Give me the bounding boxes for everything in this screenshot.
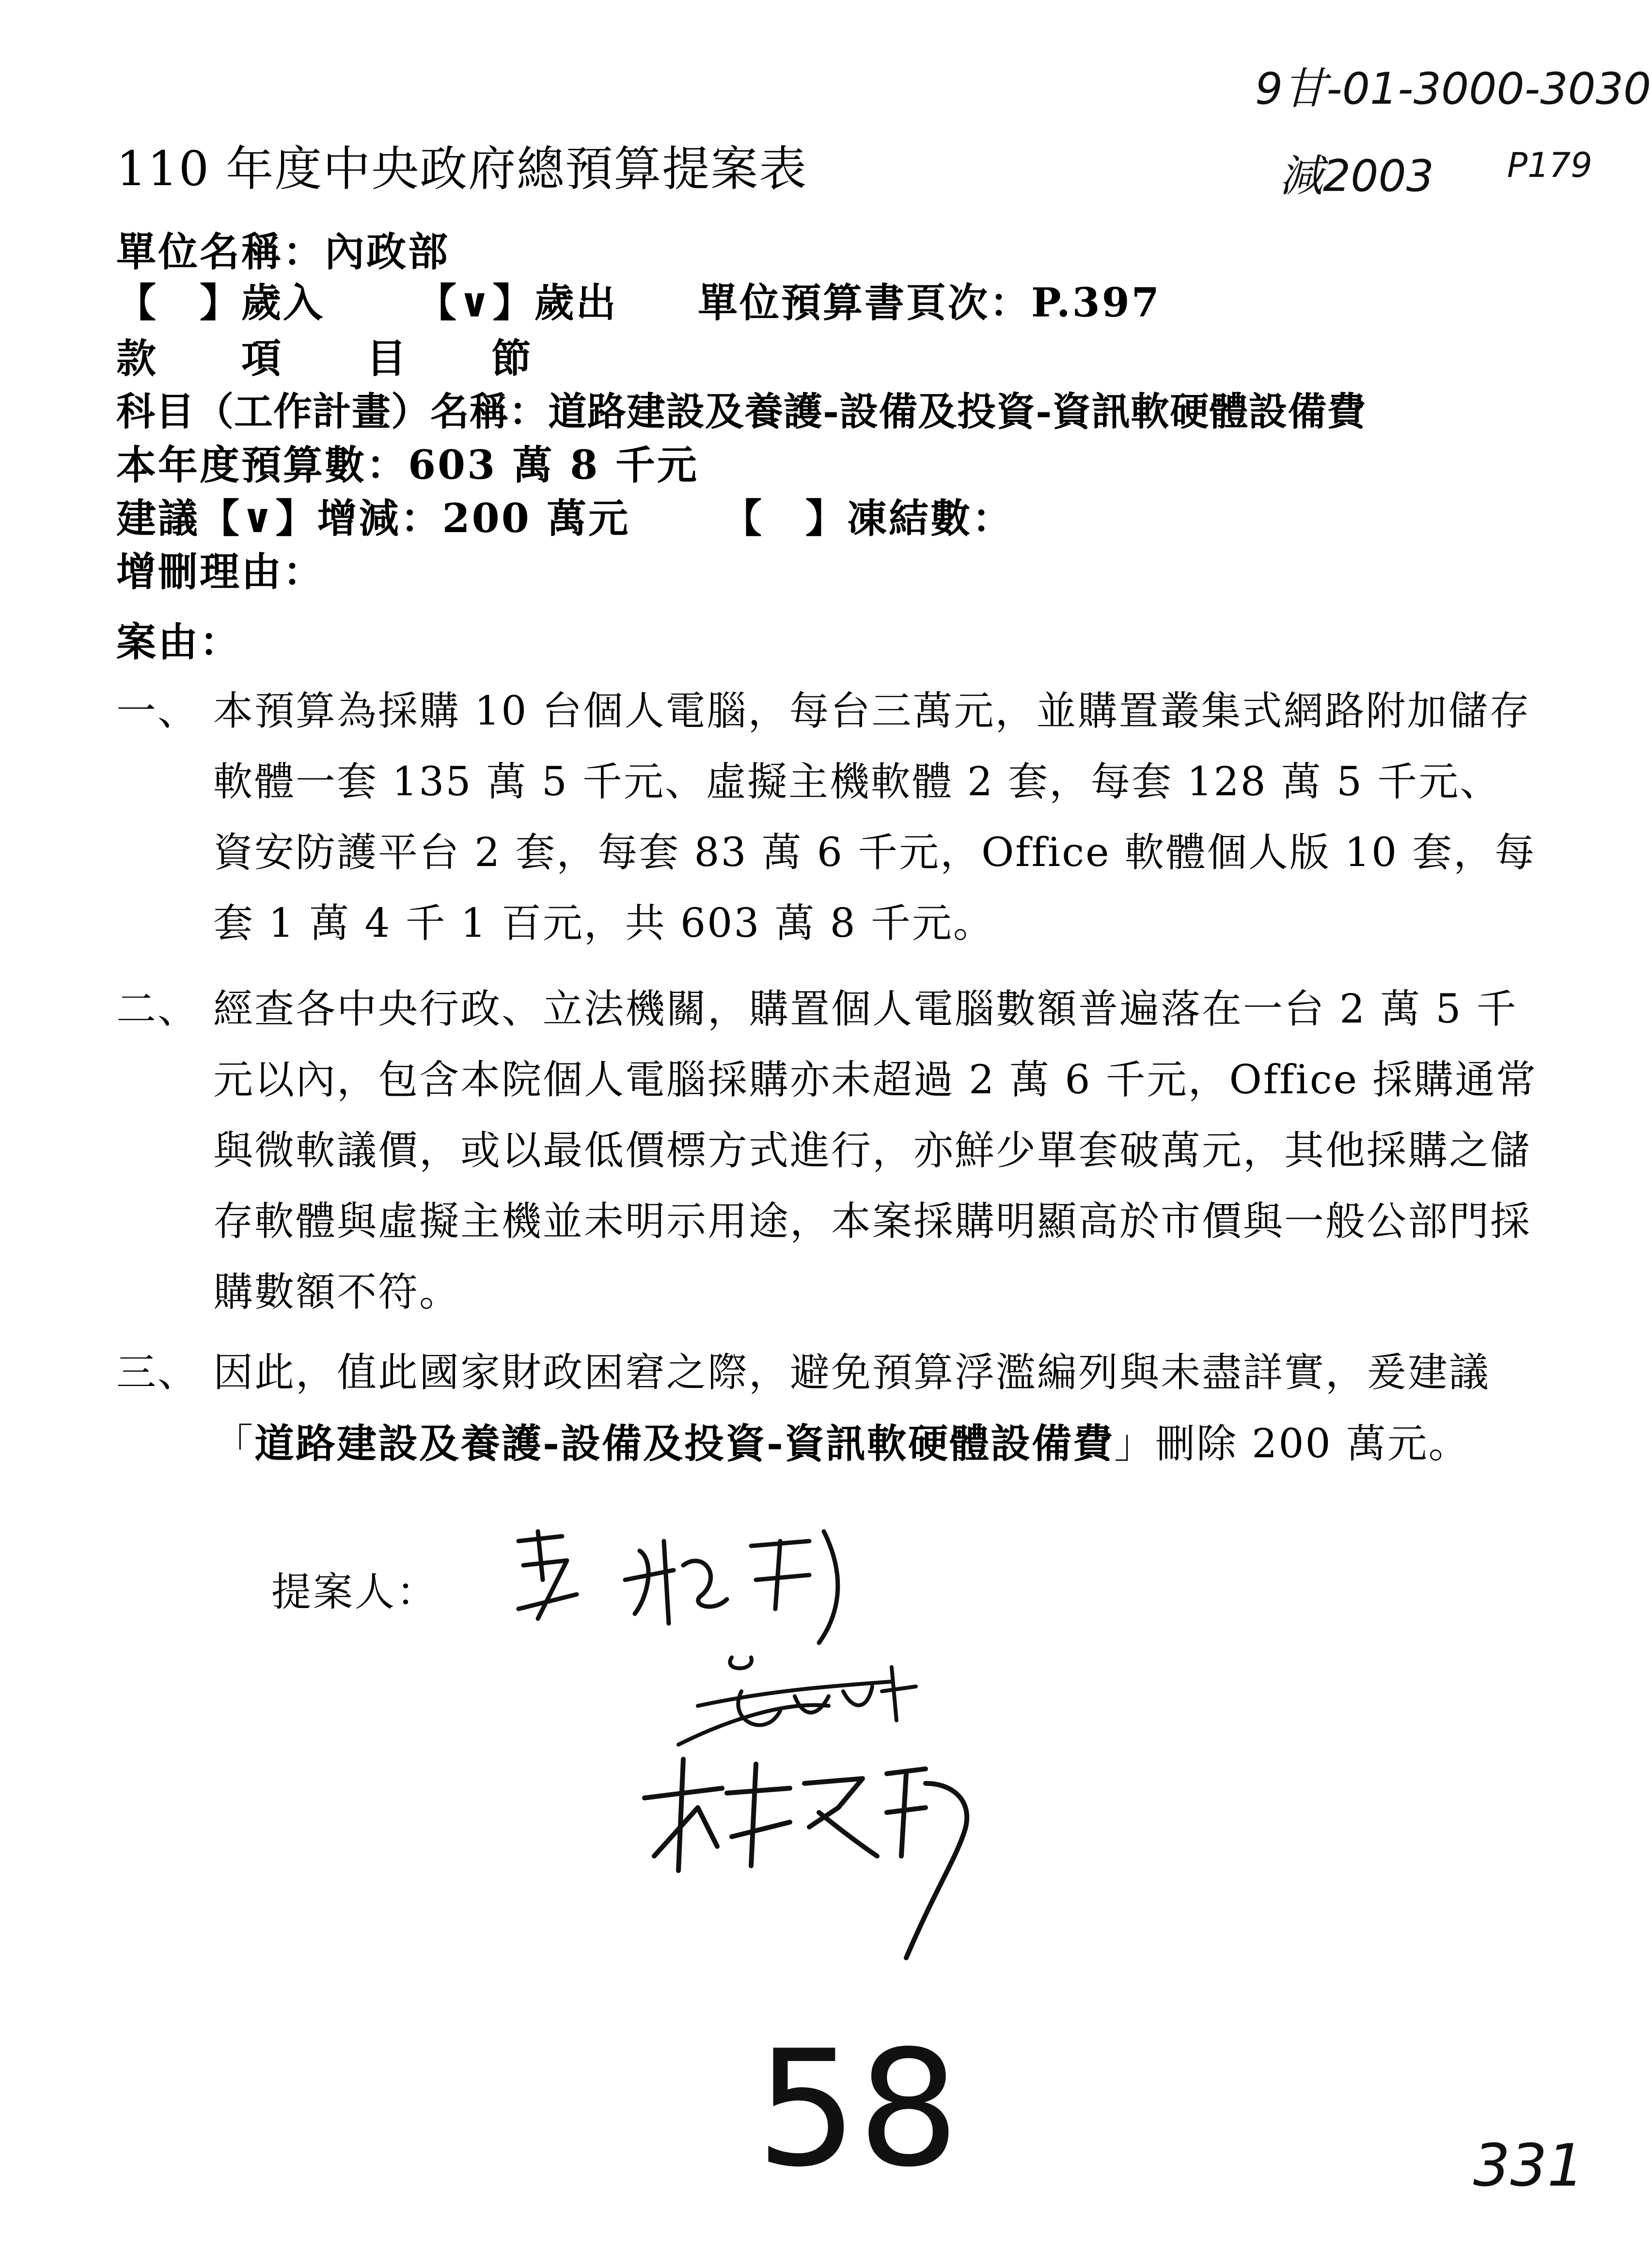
item-text: 經查各中央行政、立法機關，購置個人電腦數額普遍落在一台 2 萬 5 千元以內，包含本院個人電腦採購亦未超過 2 萬 6 千元，Office 採購通常與微軟議價，或以最低價標方式進行，亦鮮少單套破萬元，其他採購之儲存軟體與虛擬主機並未明示用途，本案採購明顯高於市價與一般公部門採購數額不符。 [213,986,1538,1315]
document-title: 110 年度中央政府總預算提案表 [116,142,808,197]
item-text-post: 」刪除 200 萬元。 [1114,1421,1470,1467]
corner-number: 331 [1473,2132,1585,2200]
annotation-page-ref: P179 [1507,145,1592,185]
category-row: 款 項 目 節 [116,335,534,382]
case-item-2 [116,974,1551,1333]
revenue-checkbox: 【 】歲入 [116,280,325,326]
proposal-amount: 建議【∨】增減：200 萬元 [116,495,630,542]
item-text-subject: 道路建設及養護-設備及投資-資訊軟硬體設備費 [254,1420,1115,1467]
annotation-reduction: 減2003 [1279,151,1434,202]
item-number: 二、 [116,986,199,1032]
frozen-amount: 【 】凍結數： [722,495,1014,542]
current-budget: 本年度預算數：603 萬 8 千元 [116,442,699,488]
signature-1 [509,1522,858,1648]
page-number: 58 [756,2016,959,2202]
case-label: 案由： [116,619,242,665]
item-text: 本預算為採購 10 台個人電腦，每台三萬元，並購置叢集式網路附加儲存軟體一套 135 萬 5 千元、虛擬主機軟體 2 套，每套 128 萬 5 千元、資安防護平台 2 套，每套 83 萬 6 千元，Office 軟體個人版 10 套，每套 1 萬 4 千 1 百元，共 603 萬 8 千元。 [213,688,1536,946]
reason-label: 增刪理由： [116,549,325,595]
expenditure-checkbox: 【∨】歲出 [417,280,618,326]
subject-name: 科目（工作計畫）名稱：道路建設及養護-設備及投資-資訊軟硬體設備費 [116,389,1367,434]
unit-name: 單位名稱：內政部 [116,229,450,275]
annotation-code: 9甘-01-3000-3030 [1255,63,1651,114]
budget-page: 單位預算書頁次：P.397 [698,280,1161,326]
case-item-1 [116,676,1551,967]
item-number: 三、 [116,1350,199,1396]
case-item-3 [116,1338,1551,1483]
item-text-pre: 因此，值此國家財政困窘之際，避免預算浮濫編列與未盡詳實，爰建議「 [213,1350,1491,1467]
proposer-label: 提案人： [271,1569,439,1615]
signature-3 [635,1745,984,1972]
item-text [213,1338,1541,1480]
item-number: 一、 [116,688,199,734]
